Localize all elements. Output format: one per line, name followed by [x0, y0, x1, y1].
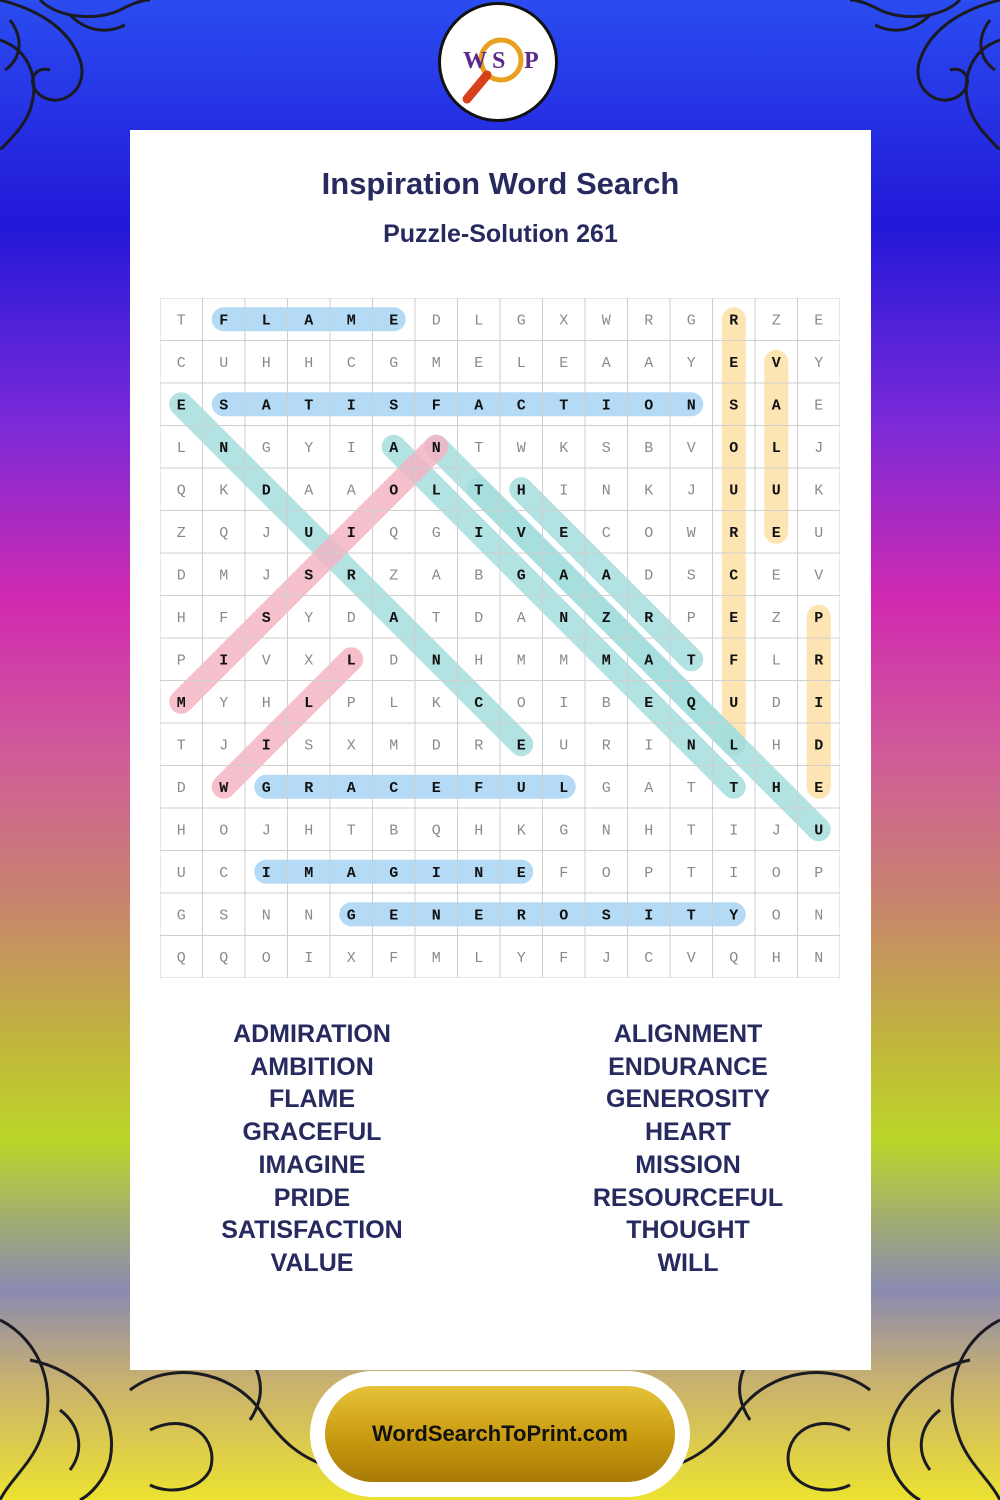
- grid-letter[interactable]: C: [601, 524, 611, 542]
- grid-letter[interactable]: M: [219, 567, 229, 585]
- grid-letter[interactable]: I: [431, 864, 441, 882]
- grid-letter[interactable]: I: [261, 864, 271, 882]
- word-list-item: RESOURCEFUL: [592, 1183, 784, 1212]
- grid-letter[interactable]: T: [686, 652, 696, 670]
- grid-letter[interactable]: K: [559, 439, 569, 457]
- grid-letter[interactable]: D: [644, 567, 654, 585]
- logo-letter-w: W: [463, 48, 487, 74]
- grid-letter[interactable]: G: [389, 354, 399, 372]
- grid-letter[interactable]: S: [601, 907, 611, 925]
- grid-letter[interactable]: E: [771, 567, 781, 585]
- grid-letter[interactable]: A: [474, 397, 484, 415]
- word-list-item: FLAME: [268, 1085, 356, 1114]
- word-list-item: SATISFACTION: [221, 1216, 403, 1245]
- grid-letter[interactable]: S: [304, 567, 314, 585]
- grid-letter[interactable]: I: [729, 864, 739, 882]
- grid-letter[interactable]: X: [346, 949, 356, 967]
- grid-letter[interactable]: C: [219, 864, 229, 882]
- grid-letter[interactable]: I: [219, 652, 229, 670]
- grid-letter[interactable]: I: [644, 907, 654, 925]
- grid-letter[interactable]: W: [686, 524, 696, 542]
- grid-letter[interactable]: W: [516, 439, 526, 457]
- grid-letter[interactable]: N: [431, 652, 441, 670]
- grid-letter[interactable]: H: [176, 609, 186, 627]
- grid-letter[interactable]: L: [559, 779, 569, 797]
- grid-letter[interactable]: N: [219, 439, 229, 457]
- grid-letter[interactable]: L: [389, 694, 399, 712]
- grid-letter[interactable]: P: [346, 694, 356, 712]
- grid-letter[interactable]: A: [261, 397, 271, 415]
- grid-letter[interactable]: H: [304, 354, 314, 372]
- grid-letter[interactable]: A: [644, 652, 654, 670]
- grid-letter[interactable]: E: [559, 354, 569, 372]
- grid-letter[interactable]: O: [516, 694, 526, 712]
- grid-letter[interactable]: I: [559, 482, 569, 500]
- grid-letter[interactable]: M: [176, 694, 186, 712]
- grid-letter[interactable]: T: [686, 864, 696, 882]
- grid-letter[interactable]: T: [176, 312, 186, 330]
- grid-letter[interactable]: A: [389, 609, 399, 627]
- grid-letter[interactable]: L: [771, 439, 781, 457]
- grid-letter[interactable]: P: [644, 864, 654, 882]
- grid-letter[interactable]: T: [346, 822, 356, 840]
- grid-letter[interactable]: H: [516, 482, 526, 500]
- grid-letter[interactable]: W: [601, 312, 611, 330]
- site-link-pill[interactable]: [325, 1386, 675, 1482]
- grid-letter[interactable]: K: [219, 482, 229, 500]
- grid-letter[interactable]: J: [771, 822, 781, 840]
- word-list-item: WILL: [657, 1248, 719, 1277]
- grid-letter[interactable]: D: [261, 482, 271, 500]
- grid-letter[interactable]: V: [686, 439, 696, 457]
- grid-letter[interactable]: O: [644, 524, 654, 542]
- grid-letter[interactable]: M: [431, 949, 441, 967]
- page-subtitle: Puzzle-Solution 261: [383, 220, 618, 248]
- grid-letter[interactable]: B: [601, 694, 611, 712]
- grid-letter[interactable]: I: [559, 694, 569, 712]
- grid-letter[interactable]: G: [176, 907, 186, 925]
- grid-letter[interactable]: P: [814, 609, 824, 627]
- grid-letter[interactable]: K: [431, 694, 441, 712]
- grid-letter[interactable]: V: [771, 354, 781, 372]
- grid-letter[interactable]: U: [814, 524, 824, 542]
- grid-letter[interactable]: Q: [686, 694, 696, 712]
- grid-letter[interactable]: S: [729, 397, 739, 415]
- grid-letter[interactable]: G: [516, 312, 526, 330]
- word-list-item: ALIGNMENT: [613, 1020, 763, 1048]
- grid-letter[interactable]: G: [346, 907, 356, 925]
- grid-letter[interactable]: L: [474, 949, 484, 967]
- grid-letter[interactable]: I: [261, 737, 271, 755]
- site-link[interactable]: WordSearchToPrint.com: [372, 1421, 628, 1446]
- grid-letter[interactable]: X: [559, 312, 569, 330]
- grid-letter[interactable]: H: [176, 822, 186, 840]
- grid-letter[interactable]: N: [304, 907, 314, 925]
- grid-letter[interactable]: T: [474, 482, 484, 500]
- grid-letter[interactable]: H: [474, 652, 484, 670]
- grid-letter[interactable]: D: [431, 737, 441, 755]
- grid-letter[interactable]: T: [559, 397, 569, 415]
- grid-letter[interactable]: Q: [219, 524, 229, 542]
- grid-letter[interactable]: T: [431, 609, 441, 627]
- puzzle-panel: [130, 130, 871, 1370]
- grid-letter[interactable]: Y: [686, 354, 696, 372]
- grid-letter[interactable]: I: [346, 397, 356, 415]
- grid-letter[interactable]: R: [729, 312, 739, 330]
- grid-letter[interactable]: A: [644, 354, 654, 372]
- grid-letter[interactable]: H: [771, 949, 781, 967]
- grid-letter[interactable]: O: [644, 397, 654, 415]
- grid-letter[interactable]: L: [346, 652, 356, 670]
- grid-letter[interactable]: G: [559, 822, 569, 840]
- logo-letter-s: S: [492, 48, 506, 74]
- grid-letter[interactable]: C: [176, 354, 186, 372]
- grid-letter[interactable]: S: [304, 737, 314, 755]
- grid-letter[interactable]: C: [346, 354, 356, 372]
- grid-letter[interactable]: L: [729, 737, 739, 755]
- grid-letter[interactable]: E: [644, 694, 654, 712]
- grid-letter[interactable]: C: [729, 567, 739, 585]
- grid-letter[interactable]: Q: [389, 524, 399, 542]
- grid-letter[interactable]: Z: [389, 567, 399, 585]
- grid-letter[interactable]: N: [431, 907, 441, 925]
- grid-letter[interactable]: S: [601, 439, 611, 457]
- grid-letter[interactable]: U: [771, 482, 781, 500]
- grid-letter[interactable]: F: [559, 864, 569, 882]
- grid-letter[interactable]: F: [559, 949, 569, 967]
- grid-letter[interactable]: F: [219, 312, 229, 330]
- grid-letter[interactable]: M: [601, 652, 611, 670]
- grid-letter[interactable]: D: [814, 737, 824, 755]
- grid-letter[interactable]: N: [601, 822, 611, 840]
- grid-letter[interactable]: E: [516, 737, 526, 755]
- grid-letter[interactable]: H: [771, 737, 781, 755]
- grid-letter[interactable]: J: [219, 737, 229, 755]
- grid-letter[interactable]: J: [261, 524, 271, 542]
- word-list-item: VALUE: [270, 1248, 354, 1277]
- grid-letter[interactable]: E: [474, 354, 484, 372]
- grid-letter[interactable]: S: [219, 907, 229, 925]
- grid-letter[interactable]: O: [771, 864, 781, 882]
- grid-letter[interactable]: U: [176, 864, 186, 882]
- grid-letter[interactable]: A: [304, 312, 314, 330]
- word-list-item: MISSION: [635, 1150, 741, 1179]
- grid-letter[interactable]: D: [346, 609, 356, 627]
- grid-letter[interactable]: A: [346, 779, 356, 797]
- grid-letter[interactable]: E: [431, 779, 441, 797]
- grid-letter[interactable]: Z: [771, 609, 781, 627]
- grid-letter[interactable]: Y: [304, 439, 314, 457]
- grid-letter[interactable]: X: [304, 652, 314, 670]
- grid-letter[interactable]: O: [389, 482, 399, 500]
- grid-letter[interactable]: J: [261, 567, 271, 585]
- word-list-left: [147, 1018, 477, 1280]
- grid-letter[interactable]: E: [814, 312, 824, 330]
- grid-letter[interactable]: E: [814, 779, 824, 797]
- grid-letter[interactable]: L: [516, 354, 526, 372]
- grid-letter[interactable]: Q: [176, 482, 186, 500]
- grid-letter[interactable]: N: [686, 737, 696, 755]
- grid-letter[interactable]: C: [389, 779, 399, 797]
- logo-letter-p: P: [524, 48, 539, 74]
- grid-letter[interactable]: R: [516, 907, 526, 925]
- grid-letter[interactable]: L: [431, 482, 441, 500]
- grid-letter[interactable]: A: [601, 567, 611, 585]
- grid-letter[interactable]: G: [516, 567, 526, 585]
- grid-letter[interactable]: H: [644, 822, 654, 840]
- grid-letter[interactable]: K: [516, 822, 526, 840]
- grid-letter[interactable]: F: [729, 652, 739, 670]
- grid-letter[interactable]: D: [771, 694, 781, 712]
- grid-letter[interactable]: I: [346, 524, 356, 542]
- grid-letter[interactable]: U: [304, 524, 314, 542]
- footer-banner: [310, 1371, 690, 1497]
- grid-letter[interactable]: Q: [729, 949, 739, 967]
- grid-letter[interactable]: P: [686, 609, 696, 627]
- grid-letter[interactable]: J: [601, 949, 611, 967]
- grid-letter[interactable]: M: [346, 312, 356, 330]
- word-list-item: THOUGHT: [626, 1216, 750, 1245]
- grid-letter[interactable]: T: [686, 822, 696, 840]
- grid-letter[interactable]: N: [261, 907, 271, 925]
- grid-letter[interactable]: S: [686, 567, 696, 585]
- grid-letter[interactable]: E: [176, 397, 186, 415]
- grid-letter[interactable]: U: [516, 779, 526, 797]
- word-list-item: AMBITION: [250, 1052, 374, 1081]
- grid-letter[interactable]: E: [474, 907, 484, 925]
- page-title: Inspiration Word Search: [321, 166, 680, 201]
- grid-letter[interactable]: O: [559, 907, 569, 925]
- grid-letter[interactable]: E: [389, 312, 399, 330]
- grid-letter[interactable]: V: [516, 524, 526, 542]
- grid-letter[interactable]: K: [814, 482, 824, 500]
- grid-letter[interactable]: F: [219, 609, 229, 627]
- grid-letter[interactable]: Q: [431, 822, 441, 840]
- grid-letter[interactable]: D: [389, 652, 399, 670]
- grid-letter[interactable]: D: [176, 567, 186, 585]
- grid-letter[interactable]: Y: [729, 907, 739, 925]
- grid-letter[interactable]: L: [176, 439, 186, 457]
- grid-letter[interactable]: U: [729, 482, 739, 500]
- grid-letter[interactable]: T: [176, 737, 186, 755]
- grid-letter[interactable]: G: [389, 864, 399, 882]
- grid-letter[interactable]: E: [814, 397, 824, 415]
- grid-letter[interactable]: I: [601, 397, 611, 415]
- grid-letter[interactable]: C: [516, 397, 526, 415]
- grid-letter[interactable]: R: [474, 737, 484, 755]
- grid-letter[interactable]: I: [346, 439, 356, 457]
- grid-letter[interactable]: O: [261, 949, 271, 967]
- grid-letter[interactable]: F: [474, 779, 484, 797]
- grid-letter[interactable]: B: [389, 822, 399, 840]
- grid-letter[interactable]: V: [814, 567, 824, 585]
- grid-letter[interactable]: E: [729, 354, 739, 372]
- grid-letter[interactable]: G: [261, 439, 271, 457]
- grid-letter[interactable]: A: [644, 779, 654, 797]
- ornament-top-left: [0, 0, 150, 150]
- grid-letter[interactable]: A: [346, 482, 356, 500]
- grid-letter[interactable]: U: [219, 354, 229, 372]
- grid-letter[interactable]: D: [431, 312, 441, 330]
- grid-letter[interactable]: M: [304, 864, 314, 882]
- grid-letter[interactable]: O: [771, 907, 781, 925]
- grid-letter[interactable]: R: [814, 652, 824, 670]
- word-list-right: [523, 1018, 853, 1280]
- grid-letter[interactable]: G: [261, 779, 271, 797]
- word-list-item: ADMIRATION: [233, 1020, 391, 1048]
- grid-letter[interactable]: A: [601, 354, 611, 372]
- grid-letter[interactable]: H: [771, 779, 781, 797]
- grid-letter[interactable]: Z: [771, 312, 781, 330]
- grid-letter[interactable]: I: [814, 694, 824, 712]
- grid-letter[interactable]: R: [729, 524, 739, 542]
- grid-letter[interactable]: K: [644, 482, 654, 500]
- grid-letter[interactable]: I: [474, 524, 484, 542]
- grid-letter[interactable]: Q: [176, 949, 186, 967]
- grid-letter[interactable]: S: [261, 609, 271, 627]
- grid-letter[interactable]: H: [261, 694, 271, 712]
- grid-letter[interactable]: T: [729, 779, 739, 797]
- grid-letter[interactable]: O: [729, 439, 739, 457]
- grid-letter[interactable]: R: [346, 567, 356, 585]
- grid-letter[interactable]: W: [219, 779, 229, 797]
- ornament-top-right: [850, 0, 1000, 150]
- grid-letter[interactable]: N: [601, 482, 611, 500]
- grid-letter[interactable]: A: [389, 439, 399, 457]
- word-grid: [160, 298, 840, 978]
- grid-letter[interactable]: M: [431, 354, 441, 372]
- grid-letter[interactable]: E: [516, 864, 526, 882]
- grid-letter[interactable]: T: [686, 779, 696, 797]
- grid-letter[interactable]: S: [389, 397, 399, 415]
- grid-letter[interactable]: X: [346, 737, 356, 755]
- grid-letter[interactable]: Y: [814, 354, 824, 372]
- grid-letter[interactable]: P: [176, 652, 186, 670]
- word-list-item: GRACEFUL: [242, 1118, 382, 1147]
- grid-letter[interactable]: A: [559, 567, 569, 585]
- grid-letter[interactable]: H: [474, 822, 484, 840]
- grid-letter[interactable]: I: [644, 737, 654, 755]
- magnifier-icon: [441, 5, 555, 119]
- grid-letter[interactable]: R: [601, 737, 611, 755]
- grid-letter[interactable]: M: [559, 652, 569, 670]
- grid-letter[interactable]: D: [176, 779, 186, 797]
- grid-letter[interactable]: F: [389, 949, 399, 967]
- grid-letter[interactable]: J: [814, 439, 824, 457]
- grid-letter[interactable]: N: [474, 864, 484, 882]
- grid-letter[interactable]: Y: [219, 694, 229, 712]
- grid-letter[interactable]: G: [431, 524, 441, 542]
- grid-letter[interactable]: V: [261, 652, 271, 670]
- grid-letter[interactable]: E: [729, 609, 739, 627]
- grid-letter[interactable]: T: [686, 907, 696, 925]
- grid-letter[interactable]: U: [559, 737, 569, 755]
- grid-letter[interactable]: B: [474, 567, 484, 585]
- grid-letter[interactable]: Z: [176, 524, 186, 542]
- word-list-item: PRIDE: [273, 1183, 351, 1212]
- grid-letter[interactable]: T: [474, 439, 484, 457]
- grid-letter[interactable]: M: [389, 737, 399, 755]
- word-list-item: GENEROSITY: [606, 1085, 770, 1114]
- grid-letter[interactable]: N: [431, 439, 441, 457]
- grid-letter[interactable]: U: [729, 694, 739, 712]
- grid-letter[interactable]: M: [516, 652, 526, 670]
- grid-letter[interactable]: F: [431, 397, 441, 415]
- word-list-item: IMAGINE: [258, 1150, 366, 1179]
- grid-letter[interactable]: Z: [601, 609, 611, 627]
- grid-letter[interactable]: H: [304, 822, 314, 840]
- grid-letter[interactable]: O: [601, 864, 611, 882]
- grid-letter[interactable]: N: [814, 907, 824, 925]
- grid-letter[interactable]: L: [474, 312, 484, 330]
- grid-letter[interactable]: G: [686, 312, 696, 330]
- grid-letter[interactable]: L: [304, 694, 314, 712]
- grid-letter[interactable]: Q: [219, 949, 229, 967]
- grid-letter[interactable]: N: [814, 949, 824, 967]
- grid-letter[interactable]: A: [431, 567, 441, 585]
- grid-letter[interactable]: N: [559, 609, 569, 627]
- grid-letter[interactable]: R: [644, 609, 654, 627]
- grid-letter[interactable]: D: [474, 609, 484, 627]
- grid-letter[interactable]: S: [219, 397, 229, 415]
- grid-letter[interactable]: E: [771, 524, 781, 542]
- grid-letter[interactable]: C: [474, 694, 484, 712]
- grid-letter[interactable]: H: [261, 354, 271, 372]
- word-grid-svg: [160, 298, 840, 978]
- grid-letter[interactable]: A: [304, 482, 314, 500]
- grid-letter[interactable]: J: [686, 482, 696, 500]
- grid-letter[interactable]: L: [261, 312, 271, 330]
- wsp-logo[interactable]: [438, 2, 558, 122]
- grid-letter[interactable]: B: [644, 439, 654, 457]
- grid-letter[interactable]: I: [729, 822, 739, 840]
- grid-letter[interactable]: Y: [304, 609, 314, 627]
- grid-letter[interactable]: E: [389, 907, 399, 925]
- grid-letter[interactable]: A: [771, 397, 781, 415]
- grid-letter[interactable]: E: [559, 524, 569, 542]
- grid-letter[interactable]: Y: [516, 949, 526, 967]
- grid-letter[interactable]: T: [304, 397, 314, 415]
- grid-letter[interactable]: R: [304, 779, 314, 797]
- grid-letter[interactable]: C: [644, 949, 654, 967]
- word-list-item: ENDURANCE: [608, 1052, 768, 1081]
- word-list-item: HEART: [644, 1118, 732, 1147]
- grid-letter[interactable]: U: [814, 822, 824, 840]
- grid-letter[interactable]: P: [814, 864, 824, 882]
- grid-letter[interactable]: A: [516, 609, 526, 627]
- grid-letter[interactable]: A: [346, 864, 356, 882]
- grid-letter[interactable]: L: [771, 652, 781, 670]
- grid-letter[interactable]: V: [686, 949, 696, 967]
- grid-letter[interactable]: G: [601, 779, 611, 797]
- grid-letter[interactable]: J: [261, 822, 271, 840]
- grid-letter[interactable]: O: [219, 822, 229, 840]
- grid-letter[interactable]: I: [304, 949, 314, 967]
- grid-letter[interactable]: N: [686, 397, 696, 415]
- grid-letter[interactable]: R: [644, 312, 654, 330]
